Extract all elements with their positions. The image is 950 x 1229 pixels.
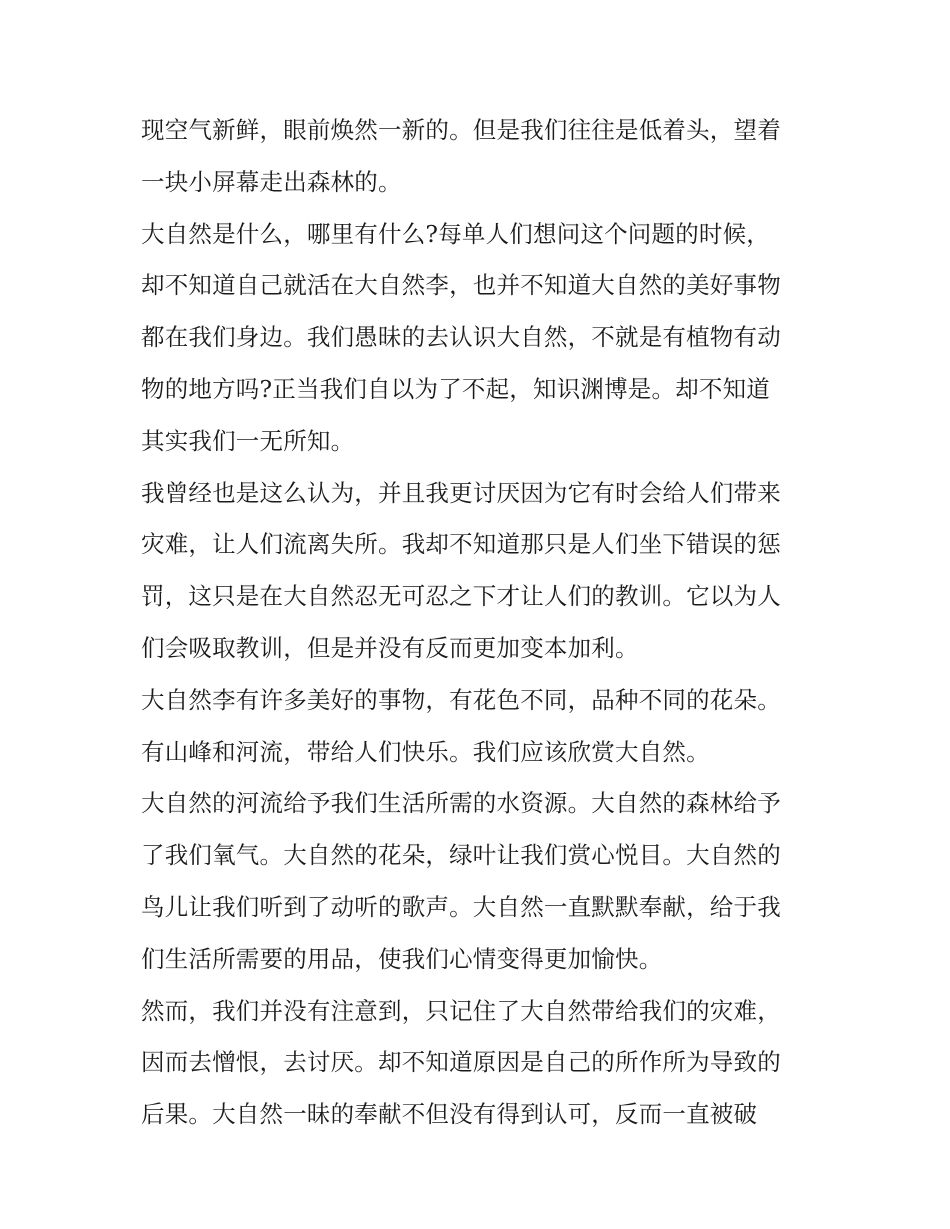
text-line: 灾难，让人们流离失所。我却不知道那只是人们坐下错误的惩 <box>141 530 781 559</box>
text-line: 罚，这只是在大自然忍无可忍之下才让人们的教训。它以为人 <box>141 582 781 611</box>
text-line: 大自然的河流给予我们生活所需的水资源。大自然的森林给予 <box>141 789 781 818</box>
text-line: 了我们氧气。大自然的花朵，绿叶让我们赏心悦目。大自然的 <box>141 841 781 870</box>
text-line: 现空气新鲜，眼前焕然一新的。但是我们往往是低着头，望着 <box>141 116 781 144</box>
text-line: 有山峰和河流，带给人们快乐。我们应该欣赏大自然。 <box>141 737 710 766</box>
text-line: 物的地方吗?正当我们自以为了不起，知识渊博是。却不知道 <box>141 374 770 403</box>
text-line: 大自然李有许多美好的事物，有花色不同，品种不同的花朵。 <box>141 685 781 714</box>
text-line: 然而，我们并没有注意到，只记住了大自然带给我们的灾难， <box>141 996 781 1025</box>
text-line: 后果。大自然一昧的奉献不但没有得到认可，反而一直被破 <box>141 1100 758 1129</box>
text-line: 因而去憎恨，去讨厌。却不知道原因是自己的所作所为导致的 <box>141 1048 781 1077</box>
text-line: 我曾经也是这么认为，并且我更讨厌因为它有时会给人们带来 <box>141 478 781 507</box>
text-line: 一块小屏幕走出森林的。 <box>141 167 402 196</box>
text-line: 们生活所需要的用品，使我们心情变得更加愉快。 <box>141 944 663 973</box>
text-line: 大自然是什么，哪里有什么?每单人们想问这个问题的时候， <box>141 219 770 248</box>
document-body <box>141 105 821 1141</box>
text-line: 们会吸取教训，但是并没有反而更加变本加利。 <box>141 633 639 662</box>
text-line: 都在我们身边。我们愚昧的去认识大自然，不就是有植物有动 <box>141 323 781 352</box>
text-line: 其实我们一无所知。 <box>141 426 355 455</box>
text-line: 鸟儿让我们听到了动听的歌声。大自然一直默默奉献，给于我 <box>141 892 781 921</box>
text-line: 却不知道自己就活在大自然李，也并不知道大自然的美好事物 <box>141 271 781 300</box>
